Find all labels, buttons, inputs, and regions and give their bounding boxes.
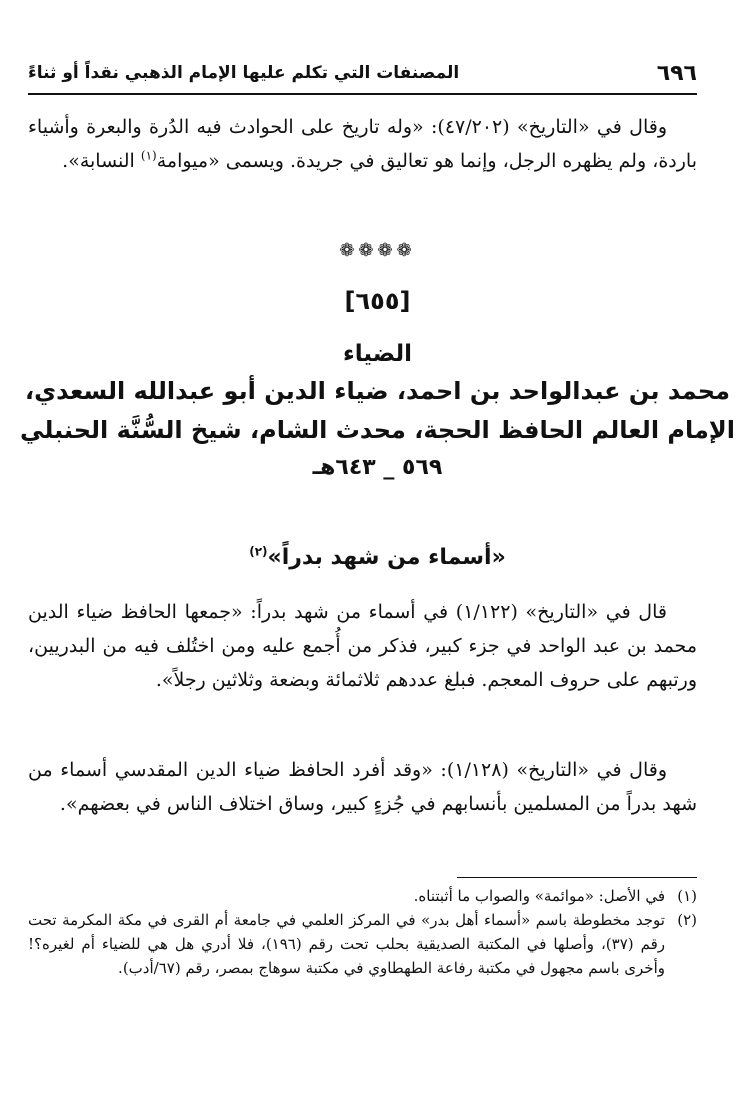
entry-dates: ٥٦٩ _ ٦٤٣هـ xyxy=(312,455,443,480)
intro-paragraph: وقال في «التاريخ» (٤٧/٢٠٢): «وله تاريخ على الحوادث فيه الدُرة والبعرة وأشياء باردة، ولم يظهره الرجل، وإنما هو تعاليق في جريدة. ويسمى «ميوامة$^{(١)}$ النسابة». xyxy=(28,116,697,172)
entry-bio-line-1: محمد بن عبدالواحد بن احمد، ضياء الدين أبو عبدالله السعدي، xyxy=(25,377,730,405)
footnote-ref-1: (١) xyxy=(140,148,157,163)
running-title: المصنفات التي تكلم عليها الإمام الذهبي نقداً أو ثناءً xyxy=(28,63,460,83)
footnote-marker: (٢) xyxy=(677,911,697,929)
page-number: ٦٩٦ xyxy=(656,60,697,86)
paragraph-2: وقال في «التاريخ» (١/١٢٨): «وقد أفرد الحافظ ضياء الدين المقدسي أسماء من شهد بدراً من المسلمين بأنسابهم في جُزءٍ كبير، وساق اختلاف الناس في بعضهم». xyxy=(28,759,697,815)
entry-number: [٦٥٥] xyxy=(344,287,411,315)
header-rule xyxy=(28,93,697,95)
paragraph-1: قال في «التاريخ» (١/١٢٢) في أسماء من شهد بدراً: «جمعها الحافظ ضياء الدين محمد بن عبد الواحد في جزء كبير، فذكر من أُجمع عليه ومن اختُلف فيه من البدريين، ورتبهم على حروف المعجم. فبلغ عددهم ثلاثمائة وبضعة وثلاثين رجلاً». xyxy=(28,601,697,691)
entry-title: الضياء xyxy=(343,341,412,367)
footnote-text: توجد مخطوطة باسم «أسماء أهل بدر» في المركز العلمي في جامعة أم القرى في مكة المكرمة تحت رقم (٣٧)، وأصلها في المكتبة الصديقية بحلب تحت رقم (١٩٦)، فلا أدري هل هي للضياء أم لغيره؟! وأخرى باسم مجهول في مكتبة رفاعة الطهطاوي في مكتبة سوهاج بمصر، رقم (٦٧/أدب). xyxy=(28,911,665,977)
footnotes xyxy=(28,884,697,980)
page-header xyxy=(28,58,697,88)
footnote-rule xyxy=(457,877,697,878)
footnote-1 xyxy=(28,884,697,908)
footnote-marker: (١) xyxy=(677,887,697,905)
section-ornament: ❁❁❁❁ xyxy=(339,240,416,261)
footnote-ref-2: (٢) xyxy=(249,544,268,559)
footnote-2 xyxy=(28,908,697,980)
entry-bio-line-2: الإمام العالم الحافظ الحجة، محدث الشام، شيخ السُّنَّة الحنبلي xyxy=(20,416,735,444)
footnote-text: في الأصل: «موائمة» والصواب ما أثبتناه. xyxy=(413,887,665,905)
section-title: «أسماء من شهد بدراً»$^{(٢)}$ xyxy=(249,544,506,570)
